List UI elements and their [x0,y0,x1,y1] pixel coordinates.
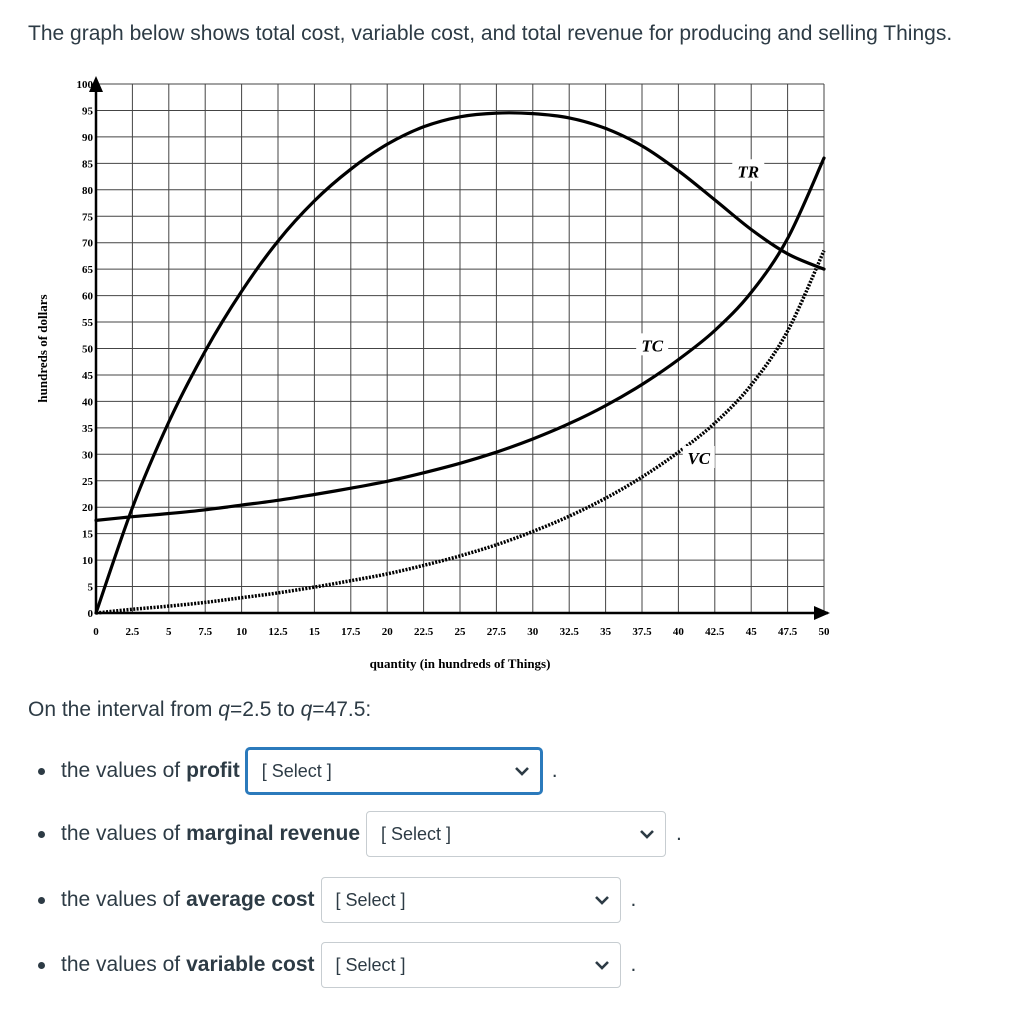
bullet [38,962,45,969]
y-tick-label: 60 [82,290,93,303]
x-axis-arrow [814,606,830,620]
question-variable-cost [38,942,636,988]
cost-revenue-chart [0,60,1009,680]
question-term: profit [186,759,240,782]
select-placeholder: [ Select ] [335,889,406,910]
y-tick-label: 35 [82,422,93,435]
period: . [676,822,682,845]
x-tick-label: 0 [93,626,99,638]
question-lead: the values of [61,888,181,911]
bullet [38,897,45,904]
interval-q1: q [218,698,230,721]
y-tick-label: 50 [82,343,93,356]
variable-cost-select[interactable] [321,942,621,988]
marginal-revenue-select[interactable] [366,811,666,857]
question-term: marginal revenue [186,822,360,845]
x-tick-label: 7.5 [198,626,213,638]
y-tick-label: 5 [87,581,93,594]
y-tick-label: 45 [82,369,93,382]
period: . [551,759,558,782]
x-axis-label: quantity (in hundreds of Things) [369,656,551,671]
y-tick-label: 90 [82,131,93,144]
profit-select[interactable] [246,748,542,794]
y-tick-label: 100 [76,79,93,91]
interval-text [28,698,371,722]
x-tick-label: 2.5 [125,626,140,638]
x-tick-label: 22.5 [413,626,434,638]
x-tick-label: 42.5 [705,626,725,638]
x-tick-label: 15 [308,626,320,638]
interval-v1: =2.5 to [229,698,301,721]
period: . [630,888,637,911]
x-tick-label: 20 [381,626,393,638]
annotation-label: VC [687,449,711,469]
annotation-label: TC [641,336,664,356]
y-tick-label: 25 [82,475,93,488]
y-tick-label: 75 [82,211,93,224]
select-placeholder: [ Select ] [381,823,452,844]
y-tick-label: 70 [82,237,93,250]
x-tick-label: 35 [600,626,612,638]
y-tick-label: 15 [82,528,93,541]
y-tick-label: 20 [82,502,93,515]
x-tick-label: 27.5 [486,626,507,638]
x-tick-label: 45 [745,626,757,638]
chevron-down-icon [514,763,530,779]
interval-v2: =47.5: [312,698,372,721]
y-tick-label: 30 [82,449,93,462]
question-lead: the values of [61,759,181,782]
y-tick-label: 80 [82,184,93,197]
y-tick-label: 10 [82,555,93,568]
x-tick-label: 12.5 [268,626,288,638]
y-tick-label: 0 [87,608,93,620]
y-axis-label: hundreds of dollars [35,294,50,403]
chevron-down-icon [594,892,610,908]
x-tick-label: 47.5 [777,626,798,638]
x-tick-label: 40 [672,626,684,638]
y-tick-label: 40 [82,396,93,409]
y-tick-label: 85 [82,158,93,171]
question-lead: the values of [61,953,181,976]
x-tick-label: 25 [454,626,466,638]
question-intro: The graph below shows total cost, variable cost, and total revenue for producing and selling Things. [28,22,953,45]
question-marginal-revenue [38,811,682,857]
x-tick-label: 32.5 [559,626,579,638]
select-placeholder: [ Select ] [335,954,406,975]
question-profit [38,748,558,794]
chevron-down-icon [639,826,655,842]
annotation-label: TR [737,162,760,182]
y-tick-label: 65 [82,264,93,277]
bullet [38,831,45,838]
chevron-down-icon [594,957,610,973]
question-term: average cost [186,888,315,911]
interval-q2: q [300,698,313,721]
question-term: variable cost [186,953,315,976]
x-tick-label: 17.5 [341,626,361,638]
bullet [38,768,45,775]
period: . [630,953,637,976]
question-average-cost [38,877,636,923]
x-tick-label: 10 [236,626,248,638]
interval-prefix: On the interval from [28,698,219,721]
x-tick-label: 37.5 [632,626,652,638]
x-tick-label: 50 [818,626,830,638]
y-tick-label: 95 [82,105,93,118]
question-lead: the values of [61,822,181,845]
x-tick-label: 30 [527,626,539,638]
average-cost-select[interactable] [321,877,621,923]
y-tick-label: 55 [82,317,93,330]
select-placeholder: [ Select ] [261,760,332,781]
x-tick-label: 5 [166,626,172,638]
